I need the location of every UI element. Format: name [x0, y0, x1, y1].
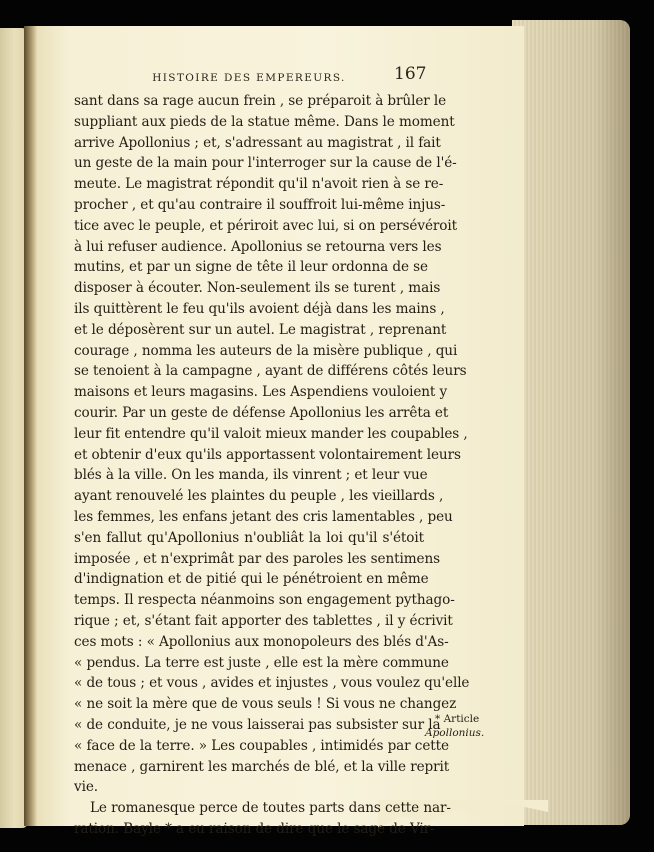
text-line: s'en fallut qu'Apollonius n'oubliât la loi qu'il s'étoit	[74, 529, 424, 546]
text-line: se tenoient à la campagne , ayant de différens côtés leurs	[74, 363, 467, 380]
text-line: tice avec le peuple, et périroit avec lui, si on persévéroit	[74, 217, 457, 234]
margin-note	[425, 712, 489, 740]
text-line: ration. Bayle * a eu raison de dire que le sage de Vir-	[74, 820, 435, 837]
text-line: sant dans sa rage aucun frein , se préparoit à brûler le	[74, 93, 447, 109]
text-line: courir. Par un geste de défense Apollonius les arrêta et	[74, 404, 449, 421]
text-line: et le déposèrent sur un autel. Le magistrat , reprenant	[74, 321, 447, 338]
paragraph-start-line: Le romanesque perce de toutes parts dans cette nar-	[90, 800, 451, 817]
text-line: suppliant aux pieds de la statue même. Dans le moment	[74, 113, 455, 130]
text-line: arrive Apollonius ; et, s'adressant au magistrat , il fait	[74, 134, 441, 151]
text-line: d'indignation et de pitié qui le pénétroient en même	[74, 571, 429, 588]
margin-note-ref: * Article	[435, 713, 480, 725]
text-line: « ne soit la mère que de vous seuls ! Si vous ne changez	[74, 696, 457, 713]
text-line: imposée , et n'exprimât par des paroles les sentimens	[74, 550, 440, 567]
text-line: meute. Le magistrat répondit qu'il n'avoit rien à se re-	[74, 176, 444, 193]
text-line: disposer à écouter. Non-seulement ils se turent , mais	[74, 280, 441, 297]
book-gutter	[24, 26, 38, 826]
text-line: mutins, et par un signe de tête il leur ordonna de se	[74, 259, 428, 276]
paragraph-end-line: vie.	[74, 779, 98, 796]
text-line: blés à la ville. On les manda, ils vinrent ; et leur vue	[74, 467, 428, 484]
text-line: « face de la terre. » Les coupables , intimidés par cette	[74, 737, 449, 754]
text-line: « de tous ; et vous , avides et injustes , vous voulez qu'elle	[74, 675, 470, 692]
text-line: courage , nomma les auteurs de la misère publique , qui	[74, 342, 458, 359]
page-number: 167	[394, 64, 427, 84]
text-line: ayant renouvelé les plaintes du peuple , les vieillards ,	[74, 488, 444, 505]
text-line: temps. Il respecta néanmoins son engagement pythago-	[74, 592, 455, 609]
margin-note-title: Apollonius.	[425, 727, 485, 739]
running-head: HISTOIRE DES EMPEREURS.	[152, 72, 346, 84]
text-line: maisons et leurs magasins. Les Aspendiens vouloient y	[74, 384, 448, 401]
text-line: leur fit entendre qu'il valoit mieux mander les coupables ,	[74, 425, 468, 442]
text-line: ils quittèrent le feu qu'ils avoient déjà dans les mains ,	[74, 300, 445, 317]
text-line: procher , et qu'au contraire il souffroit lui-même injus-	[74, 196, 446, 213]
text-line: un geste de la main pour l'interroger sur la cause de l'é-	[74, 155, 457, 172]
text-line: menace , garnirent les marchés de blé, et la ville reprit	[74, 758, 450, 775]
text-line: « de conduite, je ne vous laisserai pas subsister sur la	[74, 716, 441, 733]
text-line: rique ; et, s'étant fait apporter des tablettes , il y écrivit	[74, 612, 453, 629]
text-line: les femmes, les enfans jetant des cris lamentables , peu	[74, 508, 453, 525]
text-line: « pendus. La terre est juste , elle est la mère commune	[74, 654, 449, 671]
text-line: et obtenir d'eux qu'ils apportassent volontairement leurs	[74, 446, 461, 463]
text-line: à lui refuser audience. Apollonius se retourna vers les	[74, 238, 442, 255]
page-block-shadow	[512, 20, 630, 825]
text-line: ces mots : « Apollonius aux monopoleurs des blés d'As-	[74, 633, 449, 650]
